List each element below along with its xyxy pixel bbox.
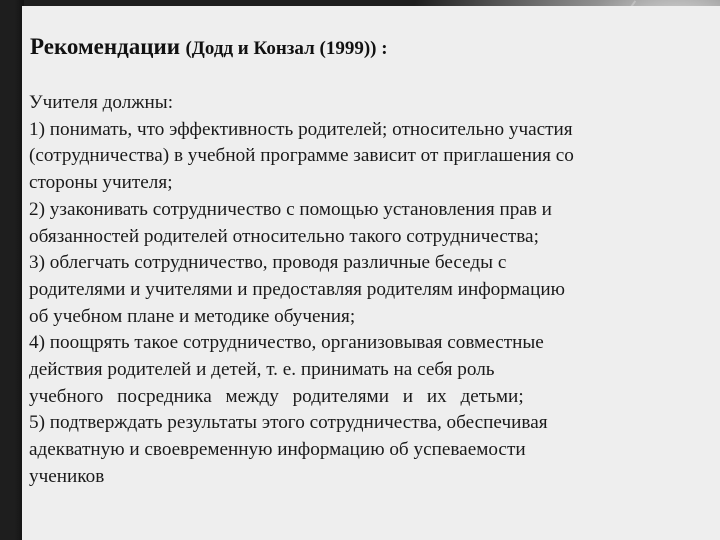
body-line: Учителя должны: bbox=[29, 92, 174, 113]
body-line: обязанностей родителей относительно такого сотрудничества; bbox=[29, 225, 539, 247]
body-line: 3) облегчать сотрудничество, проводя различные беседы с bbox=[29, 252, 507, 274]
body-line: 4) поощрять такое сотрудничество, организовывая совместные bbox=[29, 332, 544, 354]
body-line: 5) подтверждать результаты этого сотрудничества, обеспечивая bbox=[29, 412, 548, 434]
slide-body bbox=[29, 90, 719, 491]
body-line: учебного посредника между родителями и их детьми; bbox=[29, 385, 524, 407]
body-line: 2) узаконивать сотрудничество с помощью установления прав и bbox=[29, 198, 552, 220]
body-line: адекватную и своевременную информацию об успеваемости bbox=[29, 439, 526, 461]
body-line: учеников bbox=[29, 465, 105, 487]
body-line: (сотрудничества) в учебной программе зависит от приглашения со bbox=[29, 145, 574, 167]
body-line: родителями и учителями и предоставляя родителям информацию bbox=[29, 278, 565, 300]
body-line: действия родителей и детей, т. е. принимать на себя роль bbox=[29, 359, 495, 381]
body-line: стороны учителя; bbox=[29, 172, 173, 194]
slide-title bbox=[30, 34, 700, 60]
body-line: об учебном плане и методике обучения; bbox=[29, 305, 356, 327]
title-source: (Додд и Конзал (1999)) : bbox=[185, 38, 388, 59]
title-main: Рекомендации bbox=[30, 34, 180, 59]
body-line: 1) понимать, что эффективность родителей; относительно участия bbox=[29, 118, 573, 140]
